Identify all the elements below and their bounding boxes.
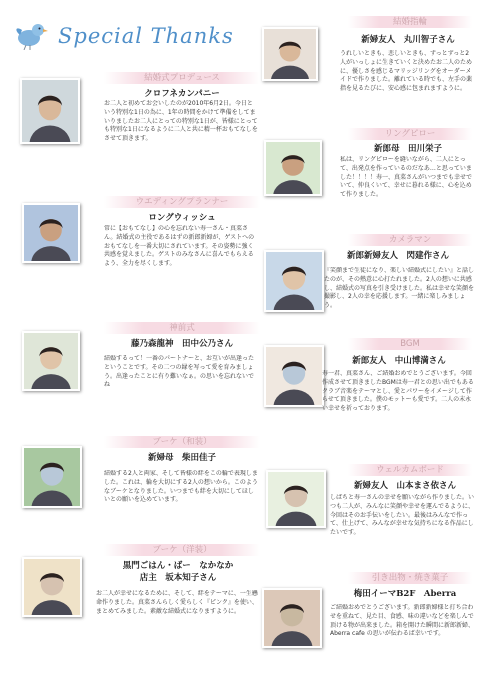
message-text: お二人が幸せになるために、そして、絆をテーマに、一生懸命作りました。真菜さんらしく愛らしく『ピンク』を使い、まとめてみました。素敵な結婚式になりますように。 xyxy=(96,590,258,615)
message-text: 『笑顔まで生徒になり、楽しい結婚式にしたい』と話したのが、その熱意に心打たれました。2人の想いに共感し、結婚式の写真を引き受けました。私は幸せな笑顔を撮影し、2人の幸を応援します。一緒に楽しみましょう。 xyxy=(324,267,475,310)
message-text: 結婚する2人と両家、そして皆様の絆をこの輪で表現しました。これは、輪を大切にする2人の想いから。このようなブーケとなりました。いつまでも絆を大切にしてほしいとの願いを込めています。 xyxy=(104,470,258,504)
person-name: 梅田イーマB2F Aberra xyxy=(353,589,457,599)
person-name: 黒門ごはん・ばー なかなか 店主 坂本知子さん xyxy=(122,561,234,583)
message-text: 寿一君、真菜さん、ご結婚おめでとうございます。今回作成させて頂きましたBGMは寿一君との思い出でもあるクラブ音楽をテーマとし、愛とパワーをイメージして作らせて頂きました。僕のモットーも愛です。二人の末永い幸せを祈っております。 xyxy=(322,370,474,413)
person-name: 新郎母 田川栄子 xyxy=(373,144,442,154)
person-name: ロングウィッシュ xyxy=(148,213,216,223)
message-text: 私は、リングピローを縫いながら、二人にとって、出発点を作っているのだなあ…と思っていました！！！！寿一、真菜さんがいつまでも幸せでいて、仲良くいて、幸せに暮れる様に、心を込めて作りました。 xyxy=(340,156,473,199)
role-label: カメラマン xyxy=(348,234,472,246)
message-text: 常に【おもてなし】の心を忘れない寿一さん・真菜さん。結婚式の主役であるはずの新郎新婦が、ゲストへのおもてなしを一番大切にされています。その姿勢に強く共感を覚えました。ゲストのみなさんに喜んでもらえるよう、全力を尽くします。 xyxy=(104,225,255,268)
person-photo xyxy=(20,78,80,144)
role-label: 結婚指輪 xyxy=(348,16,472,28)
message-text: しばちと寿一さんの幸せを願いながら作りました。いつも二人が、みんなに笑顔や幸せを運んでるように、今回はそのお手伝いをしたい。最後はみんなで作って、仕上げて、みんなが幸せな気持ちになる作品にしたいです。 xyxy=(330,494,475,537)
person-name: 新郎友人 中山博満さん xyxy=(352,356,446,366)
person-photo xyxy=(264,345,324,407)
message-text: お二人と初めてお会いしたのが2010年6月2日。今日という特別な1日の為に、1年の時間をかけて準備をしてまいりましたお二人にとっての特別な1日が、皆様にとっても特別な1日になるように二人と共に精一杯おもてなしをさせて頂きます。 xyxy=(104,100,258,143)
role-label: ブーケ（和装） xyxy=(104,436,260,448)
page-title: Special Thanks xyxy=(58,24,234,48)
person-photo xyxy=(22,557,82,617)
person-photo xyxy=(264,250,324,312)
message-text: 結婚するって！一番のパートナーと、お互いが出逢ったということです。その二つの縁を写って愛を育みましょう。出逢ったことに有り難いなぁ。の思いを忘れないでね xyxy=(104,355,255,389)
header xyxy=(14,14,244,58)
person-name: 新郎新婦友人 閃建作さん xyxy=(346,251,449,261)
role-label: 引き出物・焼き菓子 xyxy=(348,572,472,584)
person-name: 藤乃森龍神 田中公乃さん xyxy=(130,339,233,349)
role-label: ブーケ（洋装） xyxy=(104,544,260,556)
person-photo xyxy=(264,140,322,196)
person-name: 新婦友人 山本まさ依さん xyxy=(353,481,456,491)
role-label: 結婚式プロデュース xyxy=(104,72,260,84)
role-label: BGM xyxy=(348,338,472,350)
role-label: ウエディングプランナー xyxy=(104,196,260,208)
bird-icon xyxy=(14,20,48,50)
role-label: ウェルカムボード xyxy=(348,464,472,476)
person-name: 新婦母 柴田佳子 xyxy=(147,453,216,463)
person-photo xyxy=(266,470,326,528)
person-photo xyxy=(262,588,322,648)
person-name: 新婦友人 丸川智子さん xyxy=(361,35,455,45)
person-photo xyxy=(22,446,82,508)
message-text: うれしいときも、悲しいときも、ずっとずっと2人がいっしょに生きていくと決めたお二人のために、優しさを感じるマリッジリングをオーダーメイドで作りました。離れている時でも、左手の薬指を見るたびに、安心感に包まれますように。 xyxy=(340,50,473,93)
person-photo xyxy=(22,331,80,391)
person-name: クロフネカンパニー xyxy=(144,89,220,99)
person-photo xyxy=(22,203,80,263)
role-label: リングピロー xyxy=(348,128,472,140)
role-label: 神前式 xyxy=(104,322,260,334)
person-photo xyxy=(262,27,318,81)
message-text: ご結婚おめでとうございます。新郎新婦様と打ち合わせを重ねて、見た目、食感、味の違いなどを楽しんで頂ける物が出来ました。箱を開けた瞬間に新郎新婦、Aberra cafe の思いが伝わるば幸いです。 xyxy=(330,604,475,638)
